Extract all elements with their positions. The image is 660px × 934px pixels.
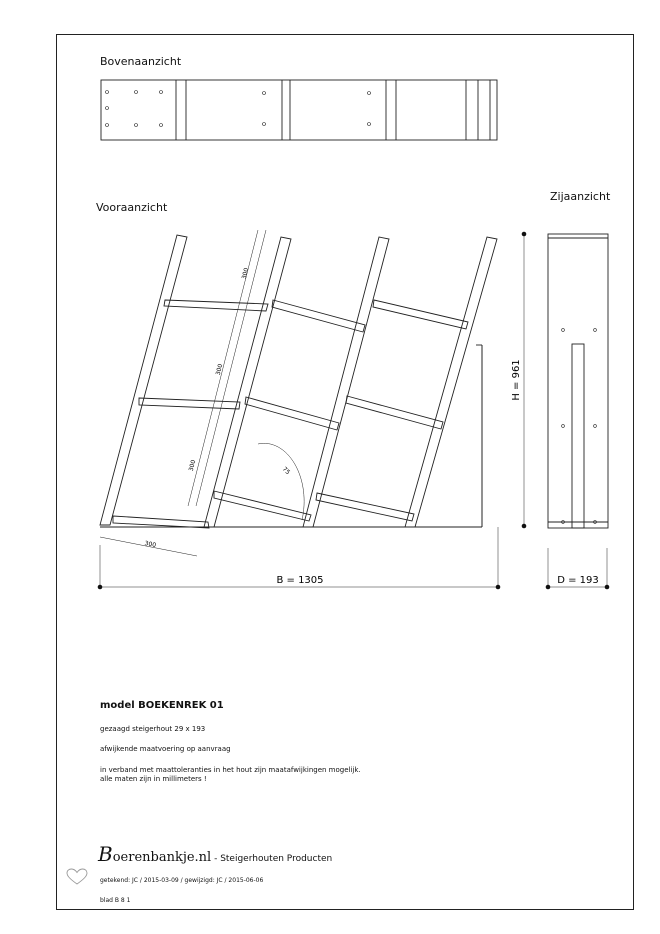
model-title: model BOEKENREK 01 (100, 700, 224, 711)
top-view-screws (106, 91, 371, 127)
drawn-by-footer: getekend: JC / 2015-03-09 / gewijzigd: JC / 2015-06-06 (100, 877, 264, 884)
front-view (100, 235, 497, 528)
brand-logo (98, 842, 332, 866)
tolerance-note: in verband met maattoleranties in het hout zijn maatafwijkingen mogelijk. (100, 766, 361, 774)
front-dimensions (100, 230, 607, 588)
width-dimension: B = 1305 (276, 575, 324, 586)
custom-size-note: afwijkende maatvoering op aanvraag (100, 745, 231, 753)
depth-dimension: D = 193 (557, 575, 599, 586)
spacing-label-3: 300 (187, 459, 198, 473)
brand-initial: B (98, 842, 113, 866)
side-view-label: Zijaanzicht (550, 190, 611, 203)
spacing-label-2: 300 (214, 363, 225, 377)
top-view (101, 80, 497, 140)
heart-icon (66, 868, 88, 886)
angle-label: 75 (280, 465, 292, 477)
spacing-label-4: 300 (143, 539, 157, 550)
brand-name: oerenbankje.nl (112, 850, 212, 865)
top-view-label: Bovenaanzicht (100, 55, 182, 68)
side-view-screws (562, 329, 597, 524)
sheet-number: blad B 8 1 (100, 897, 131, 904)
front-view-label: Vooraanzicht (96, 201, 168, 214)
side-view (548, 234, 608, 528)
spacing-label-1: 300 (240, 267, 251, 281)
units-note: alle maten zijn in millimeters ! (100, 775, 207, 783)
brand-tagline: - Steigerhouten Producten (211, 854, 333, 864)
height-dimension: H = 961 (511, 359, 522, 401)
material-note: gezaagd steigerhout 29 x 193 (100, 725, 206, 733)
